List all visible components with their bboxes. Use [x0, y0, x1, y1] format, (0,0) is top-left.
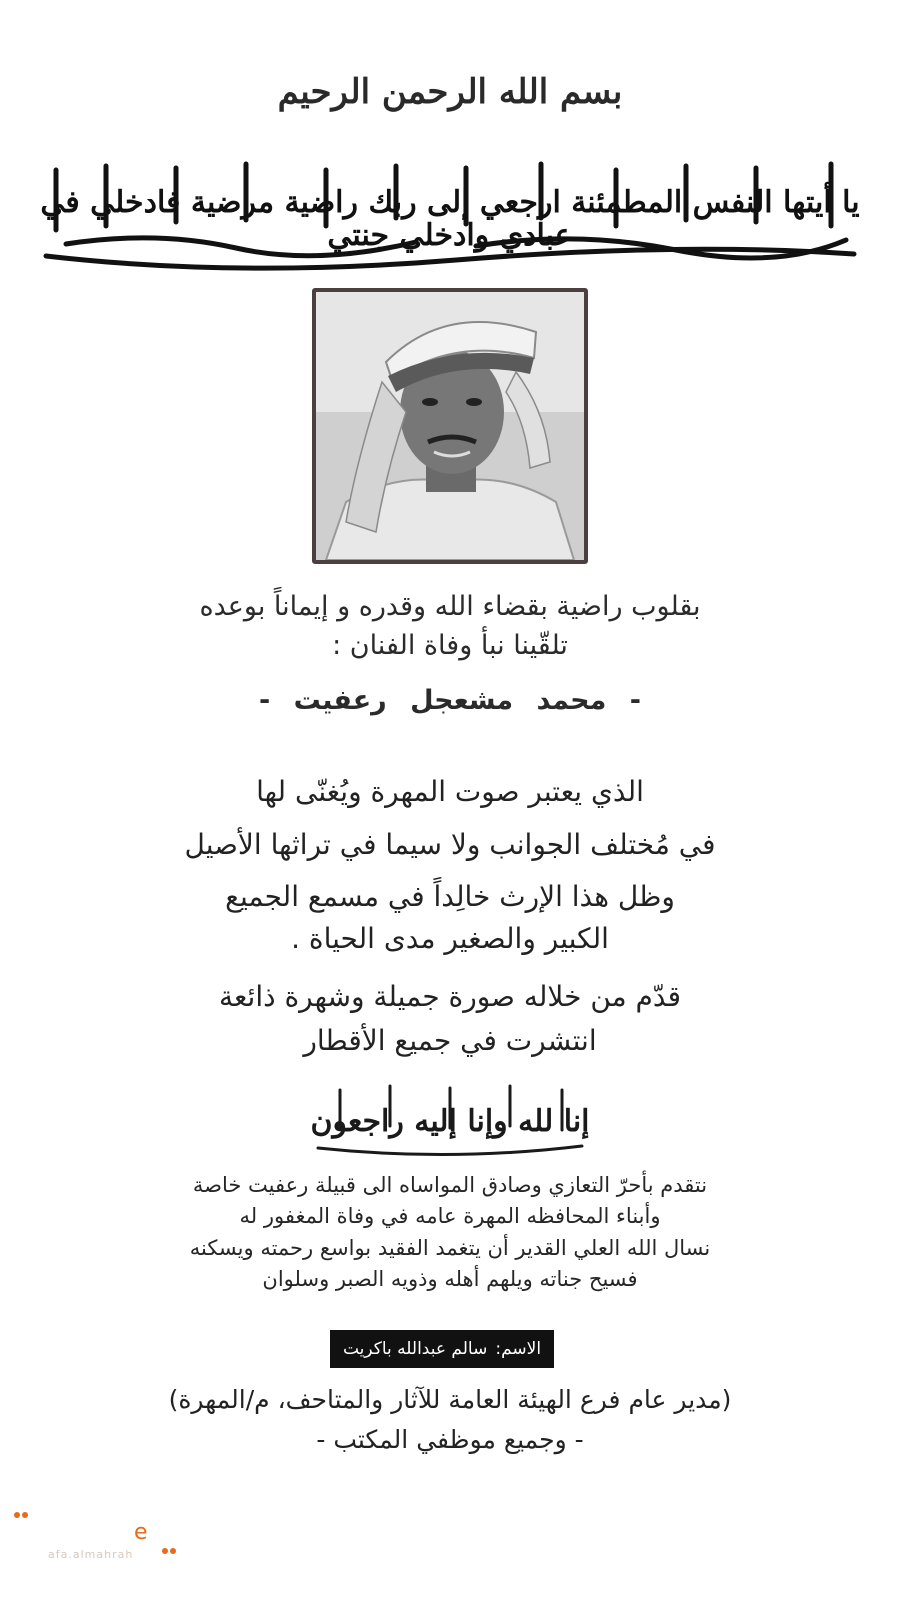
bio-line-5: قدّم من خلاله صورة جميلة وشهرة ذائعة: [219, 980, 681, 1013]
bio-line-3: وظل هذا الإرث خالِداً في مسمع الجميع: [225, 880, 675, 913]
basmala-heading: بسم الله الرحمن الرحيم: [277, 72, 623, 112]
portrait-photo-icon: [316, 292, 584, 560]
sender-name-box: [330, 1330, 554, 1368]
condolence-line-2: وأبناء المحافظه المهرة عامه في وفاة المغفور له: [239, 1204, 661, 1228]
condolence-line-4: فسيح جناته ويلهم أهله وذويه الصبر وسلوان: [262, 1267, 638, 1291]
bio-line-1: الذي يعتبر صوت المهرة ويُغنّى لها: [256, 775, 644, 808]
deceased-name: - محمد مشعجل رعفيت -: [259, 685, 641, 716]
intro-line-2: تلقّينا نبأ وفاة الفنان :: [332, 630, 568, 661]
istirja-text: إنا لله وإنا إليه راجعون: [310, 1103, 590, 1139]
condolence-line-1: نتقدم بأحرّ التعازي وصادق المواساه الى قبيلة رعفيت خاصة: [192, 1173, 708, 1197]
deceased-portrait: [312, 288, 588, 564]
condolence-line-3: نسال الله العلي القدير أن يتغمد الفقيد بواسع رحمته ويسكنه: [189, 1236, 711, 1260]
watermark-dot-icon: [14, 1512, 20, 1518]
sender-name: سالم عبدالله باكريت: [342, 1339, 488, 1359]
watermark-logo: [14, 1508, 194, 1568]
bio-line-2: في مُختلف الجوانب ولا سيما في تراثها الأصيل: [184, 828, 716, 861]
istirja-calligraphy: [300, 1082, 600, 1160]
watermark-dot-icon: [170, 1548, 176, 1554]
watermark-dot-icon: [22, 1512, 28, 1518]
verse-text: يا أيتها النفس المطمئنة ارجعي إلى ربك راضية مرضية فادخلي في عبادي وادخلي جنتي: [40, 185, 860, 253]
organization-line-2: - وجميع موظفي المكتب -: [316, 1425, 584, 1454]
sender-label: الاسم:: [495, 1339, 542, 1359]
watermark-text: afa.almahrah: [48, 1548, 134, 1561]
intro-line-1: بقلوب راضية بقضاء الله وقدره و إيماناً بوعده: [199, 591, 701, 622]
watermark-letter: e: [134, 1520, 148, 1545]
watermark-dot-icon: [162, 1548, 168, 1554]
organization-line-1: (مدير عام فرع الهيئة العامة للآثار والمتاحف، م/المهرة): [168, 1385, 732, 1414]
bio-line-4: الكبير والصغير مدى الحياة .: [291, 922, 609, 955]
quran-verse-calligraphy: [36, 160, 864, 278]
bio-line-6: انتشرت في جميع الأقطار: [303, 1024, 597, 1057]
